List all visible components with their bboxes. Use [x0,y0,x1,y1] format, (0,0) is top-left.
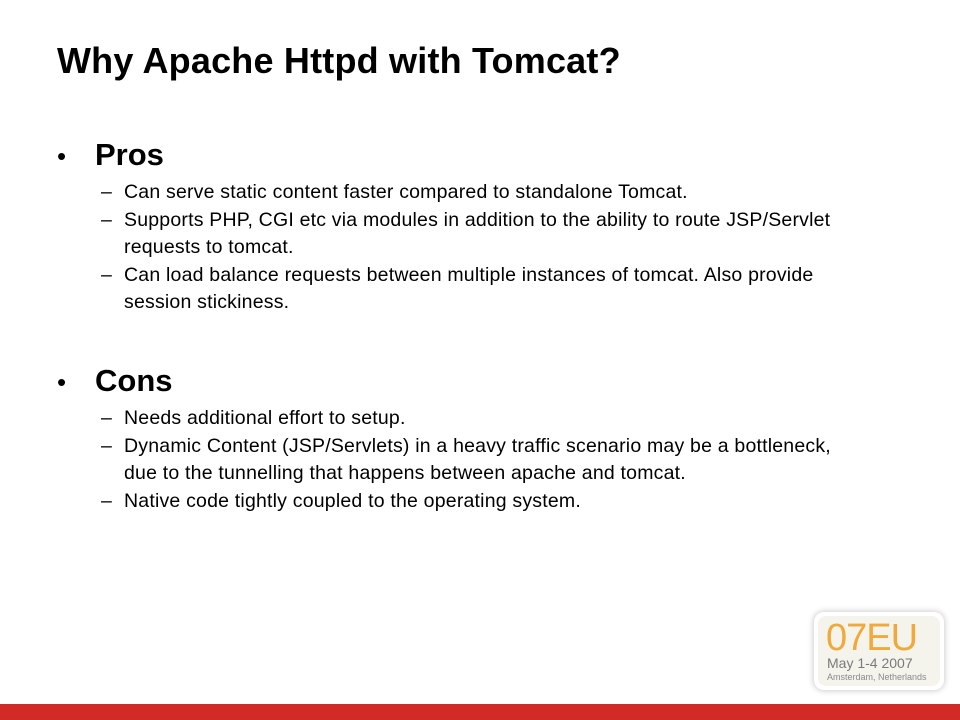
logo-place: Amsterdam, Netherlands [827,672,927,682]
cons-section [57,362,877,516]
logo-background [818,616,940,686]
list-item-text: Native code tightly coupled to the operating system. [124,490,581,512]
conference-logo [814,612,944,690]
list-item [57,179,877,206]
cons-list [57,405,877,515]
list-item-text: Can serve static content faster compared to standalone Tomcat. [124,181,688,203]
list-item-text: Dynamic Content (JSP/Servlets) in a heavy traffic scenario may be a bottleneck, due to the tunnelling that happens between apache and tomcat. [124,435,831,484]
dash-icon: – [101,435,113,457]
footer-bar [0,704,960,720]
logo-dates: May 1-4 2007 [827,655,913,671]
dash-icon: – [101,209,113,231]
pros-section [57,136,877,317]
bullet-icon: • [57,141,67,171]
list-item [57,488,877,515]
cons-bullet [57,362,877,401]
dash-icon: – [101,181,113,203]
pros-heading: Pros [95,137,164,172]
list-item-text: Supports PHP, CGI etc via modules in addition to the ability to route JSP/Servlet requests to tomcat. [124,209,831,258]
bullet-icon: • [57,367,67,397]
dash-icon: – [101,490,113,512]
list-item [57,433,877,487]
slide-title: Why Apache Httpd with Tomcat? [57,40,621,81]
pros-list [57,179,877,316]
dash-icon: – [101,407,113,429]
list-item [57,262,877,316]
dash-icon: – [101,264,113,286]
list-item [57,405,877,432]
logo-year: 07EU [826,617,918,659]
cons-heading: Cons [95,363,173,398]
list-item-text: Can load balance requests between multiple instances of tomcat. Also provide session stickiness. [124,264,814,313]
pros-bullet [57,136,877,175]
list-item-text: Needs additional effort to setup. [124,407,406,429]
list-item [57,207,877,261]
